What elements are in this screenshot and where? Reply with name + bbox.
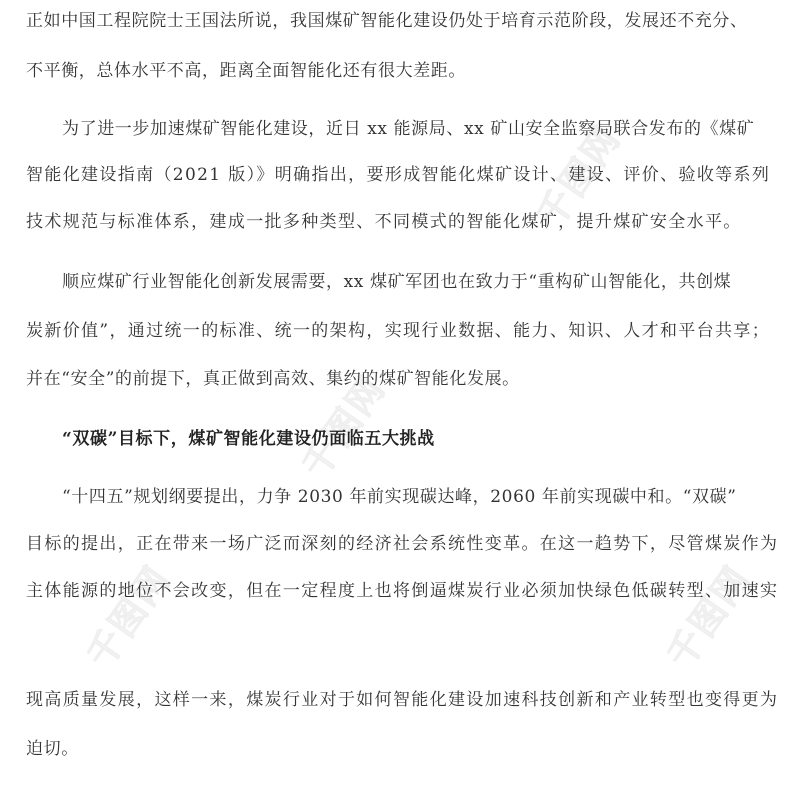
text-line: 技术规范与标准体系，建成一批多种类型、不同模式的智能化煤矿，提升煤矿安全水平。 (26, 212, 742, 232)
text-line: 目标的提出，正在带来一场广泛而深刻的经济社会系统性变革。在这一趋势下，尽管煤炭作为 (26, 534, 779, 554)
text-line: “十四五”规划纲要提出，力争 2030 年前实现碳达峰，2060 年前实现碳中和。“双碳” (62, 487, 737, 507)
text-line: 主体能源的地位不会改变，但在一定程度上也将倒逼煤炭行业必须加快绿色低碳转型、加速实 (26, 581, 779, 601)
watermark: 千图网 (659, 558, 759, 676)
text-line: 迫切。 (26, 739, 79, 759)
text-line: 智能化建设指南（2021 版）》明确指出，要形成智能化煤矿设计、建设、评价、验收等系列 (26, 165, 771, 185)
text-line: 并在“安全”的前提下，真正做到高效、集约的煤矿智能化发展。 (26, 369, 520, 389)
text-line: 顺应煤矿行业智能化创新发展需要，xx 煤矿军团也在致力于“重构矿山智能化，共创煤 (62, 272, 732, 292)
text-line: 炭新价值”，通过统一的标准、统一的架构，实现行业数据、能力、知识、人才和平台共享； (26, 321, 771, 341)
text-line: 不平衡，总体水平不高，距离全面智能化还有很大差距。 (26, 61, 466, 81)
text-line: 现高质量发展，这样一来，煤炭行业对于如何智能化建设加速科技创新和产业转型也变得更为 (26, 690, 779, 710)
section-heading: “双碳”目标下，煤矿智能化建设仍面临五大挑战 (62, 429, 435, 449)
watermark: 千图网 (79, 558, 179, 676)
text-line: 为了进一步加速煤矿智能化建设，近日 xx 能源局、xx 矿山安全监察局联合发布的《煤矿 (62, 119, 755, 139)
text-line: 正如中国工程院院士王国法所说，我国煤矿智能化建设仍处于培育示范阶段，发展还不充分、 (26, 11, 748, 31)
watermark: 千图网 (529, 118, 629, 236)
watermark: 千图网 (294, 368, 394, 486)
